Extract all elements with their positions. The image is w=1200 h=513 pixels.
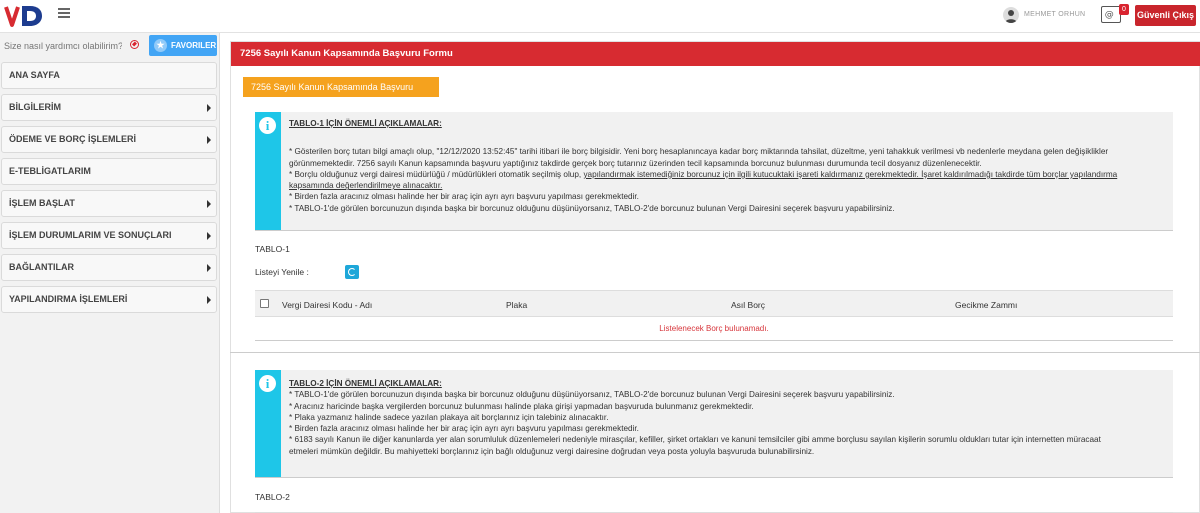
sidebar-item-islem-durumlari[interactable] [1, 222, 217, 249]
info-line: * TABLO-1'de görülen borcunuzun dışında başka bir borcunuz olduğunu düşünüyorsanız, TABLO-2'de borcunuz bulunan Vergi Dairesini seçerek başvuru yapabilirsiniz. [289, 390, 895, 400]
notification-badge: 0 [1119, 4, 1129, 15]
info-line: görünmemektedir. 7256 sayılı Kanun kapsamında başvuru yaptığınız takdirde gerçek borç tutarınız üzerinden tecil kapsamında borcunuz bulunması durumunda tecil dosyanız düzenlenecektir. [289, 158, 982, 168]
select-all-checkbox[interactable] [260, 299, 269, 308]
info-text-underlined: yapılandırmak istemediğiniz borcunuz için ilgili kutucuktaki işareti kaldırmanız gerekmektedir. İşaret kaldırılmadığı takdirde tüm borçlar yapılandırma [583, 169, 1118, 179]
info-title: TABLO-2 İÇİN ÖNEMLİ AÇIKLAMALAR: [289, 379, 442, 388]
top-bar [0, 0, 1200, 33]
info-line: etmeleri mümkün değildir. Bu mahiyetteki borçlarınız için bağlı olduğunuz vergi dairesine doğrudan veya posta yoluyla başvuruda bulunabilirsiniz. [289, 446, 815, 456]
clear-search-icon[interactable] [130, 40, 139, 49]
sidebar [0, 33, 220, 513]
info-text: * Borçlu olduğunuz vergi dairesi müdürlüğü / müdürlükleri otomatik seçilmiş olup, [289, 169, 584, 179]
chevron-right-icon [207, 264, 211, 272]
mail-icon[interactable] [1101, 6, 1121, 23]
sidebar-item-bilgilerim[interactable] [1, 94, 217, 121]
search-input[interactable] [4, 37, 122, 54]
chevron-right-icon [207, 200, 211, 208]
sidebar-item-label: İŞLEM BAŞLAT [9, 198, 75, 208]
user-name[interactable]: MEHMET ORHUN [1024, 11, 1086, 18]
tab-basvuru-formu[interactable]: 7256 Sayılı Kanun Kapsamında Başvuru Formu [243, 77, 439, 97]
refresh-icon[interactable] [345, 265, 359, 279]
info-line: * Aracınız haricinde başka vergilerden borcunuz bulunması halinde plaka girişi yapmadan başvuruda bulunmanız gerekmektedir. [289, 401, 754, 411]
info-content [289, 378, 1169, 457]
sidebar-search [0, 33, 220, 59]
info-icon: i [259, 375, 276, 392]
refresh-label: Listeyi Yenile : [255, 267, 309, 277]
empty-table-message: Listelenecek Borç bulunamadı. [255, 317, 1173, 341]
info-title: TABLO-1 İÇİN ÖNEMLİ AÇIKLAMALAR: [289, 119, 442, 128]
sidebar-item-islem-baslat[interactable] [1, 190, 217, 217]
column-header[interactable]: Asıl Borç [731, 300, 766, 310]
star-icon: ★ [154, 39, 167, 52]
sidebar-item-label: ANA SAYFA [9, 70, 60, 80]
info-line: * TABLO-1'de görülen borcunuzun dışında başka bir borcunuz olduğunu düşünüyorsanız, TABLO-2'de borcunuz bulunan Vergi Dairesini seçerek başvuru yapabilirsiniz. [289, 203, 895, 213]
sidebar-item-label: YAPILANDIRMA İŞLEMLERİ [9, 294, 128, 304]
info-content [289, 118, 1169, 214]
info-line: * 6183 sayılı Kanun ile diğer kanunlarda yer alan sorumluluk düzenlemeleri nedeniyle mirasçılar, kefiller, şirket ortakları ve kanuni temsilciler gibi amme borçlusu sayılan kişilerin sorumlu oldukları tutar için internetten müracaat [289, 435, 1101, 445]
info-bar [255, 370, 281, 477]
column-header[interactable]: Gecikme Zammı [955, 300, 1018, 310]
favorites-button[interactable] [149, 35, 217, 56]
chevron-right-icon [207, 136, 211, 144]
info-line: kapsamında değerlendirilmeye alınacaktır. [289, 181, 443, 191]
chevron-right-icon [207, 232, 211, 240]
info-line: * Birden fazla aracınız olması halinde her bir araç için ayrı ayrı başvuru yapılması gerekmektedir. [289, 192, 639, 202]
favorites-label: FAVORILER [171, 41, 217, 50]
column-header[interactable]: Plaka [506, 300, 528, 310]
chevron-right-icon [207, 296, 211, 304]
info-line [289, 169, 1169, 180]
vd-logo[interactable] [4, 3, 46, 29]
info-line: * Plaka yazmanız halinde sadece yazılan plakaya ait borçlarınız için talebiniz alınacaktır. [289, 412, 609, 422]
svg-text:@: @ [1104, 9, 1114, 20]
tablo2-label: TABLO-2 [255, 492, 290, 502]
chevron-right-icon [207, 104, 211, 112]
sidebar-item-label: İŞLEM DURUMLARIM VE SONUÇLARI [9, 230, 172, 240]
table-header [255, 290, 1173, 317]
logout-button[interactable]: Güvenli Çıkış [1135, 5, 1196, 26]
info-line: * Birden fazla aracınız olması halinde her bir araç için ayrı ayrı başvuru yapılması gerekmektedir. [289, 424, 639, 434]
column-header[interactable]: Vergi Dairesi Kodu - Adı [282, 300, 373, 310]
sidebar-item-baglantilar[interactable] [1, 254, 217, 281]
sidebar-item-yapilandirma[interactable] [1, 286, 217, 313]
sidebar-item-label: ÖDEME VE BORÇ İŞLEMLERİ [9, 134, 137, 144]
sidebar-item-label: BİLGİLERİM [9, 102, 61, 112]
sidebar-item-e-tebligat[interactable] [1, 158, 217, 185]
section-divider [230, 352, 1200, 353]
sidebar-item-label: BAĞLANTILAR [9, 262, 74, 272]
tablo1-label: TABLO-1 [255, 244, 290, 254]
info-box-tablo2 [255, 370, 1173, 478]
avatar[interactable] [1003, 7, 1019, 23]
info-line: * Gösterilen borç tutarı bilgi amaçlı olup, "12/12/2020 13:52:45" tarihi itibari ile borç bilgisidir. Yeni borç hesaplanıncaya kadar borç miktarında tahsilat, düzeltme, yeni tahakkuk verilmesi vb nedenlerle meydana gelen değişiklikler [289, 147, 1109, 157]
page-title: 7256 Sayılı Kanun Kapsamında Başvuru Formu [231, 42, 1200, 66]
sidebar-item-ana-sayfa[interactable] [1, 62, 217, 89]
info-bar [255, 112, 281, 230]
info-box-tablo1 [255, 112, 1173, 231]
sidebar-item-odeme-borc[interactable] [1, 126, 217, 153]
sidebar-item-label: E-TEBLİGATLARIM [9, 166, 91, 176]
menu-toggle-icon[interactable] [58, 8, 70, 20]
info-icon: i [259, 117, 276, 134]
